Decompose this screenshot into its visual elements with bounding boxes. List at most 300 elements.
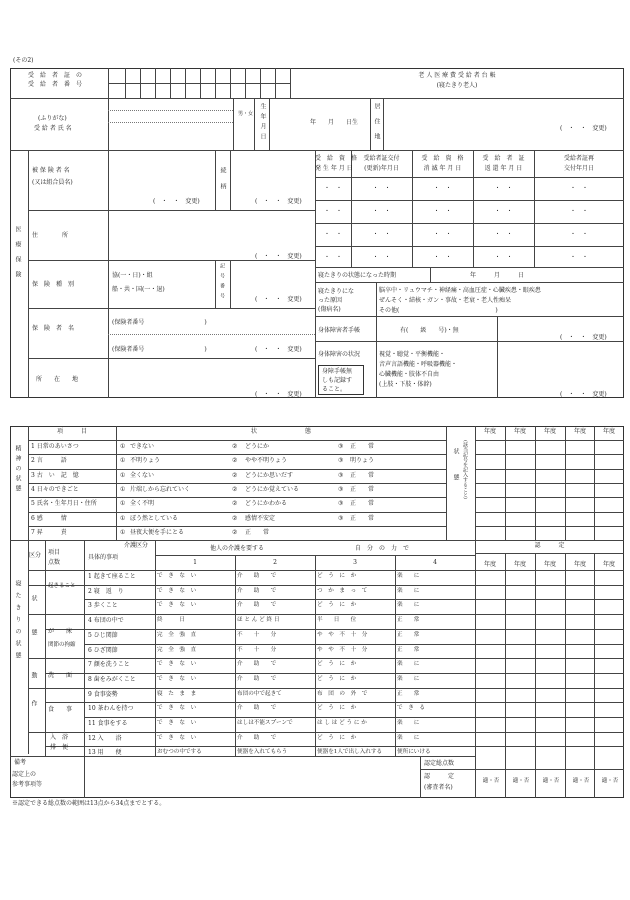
date-entry: ・ ・ bbox=[569, 185, 588, 192]
level-text: 楽 に bbox=[397, 602, 420, 609]
cause-label: 寝たきりにな bbox=[318, 288, 355, 295]
date-entry: ・ ・ bbox=[372, 185, 391, 192]
code-label: 記 bbox=[219, 263, 225, 268]
birth-label: 日 bbox=[259, 133, 266, 139]
furigana-label: (ふりがな) bbox=[38, 115, 67, 122]
rule-line bbox=[155, 540, 156, 756]
location-label: 所 在 地 bbox=[36, 376, 79, 383]
level-text: で き な い bbox=[157, 675, 197, 682]
disability-note: 身障手帳無 bbox=[322, 368, 353, 375]
date-entry: ・ ・ bbox=[569, 231, 588, 238]
rule-line bbox=[28, 483, 446, 484]
level-text: で き な い bbox=[157, 573, 197, 579]
date-entry: ・ ・ bbox=[433, 231, 452, 238]
needs-help-label: 他人の介護を要する bbox=[210, 545, 265, 552]
task-item: 9 食事姿勢 bbox=[88, 690, 118, 698]
year-label: 年度 bbox=[483, 428, 496, 435]
option-text: 不明りょう bbox=[130, 457, 161, 465]
task-item: 10 茶わんを持つ bbox=[88, 705, 134, 713]
level-text: ど う に か bbox=[317, 602, 357, 609]
task-item: 8 歯をみがくこと bbox=[88, 675, 136, 683]
rule-line bbox=[269, 98, 270, 150]
rule-line bbox=[475, 512, 624, 513]
level-text: 布 団 の 外 で bbox=[317, 690, 368, 697]
rule-line bbox=[28, 570, 624, 571]
rule-line bbox=[84, 540, 85, 756]
bedridden-since-label: 寝たきりの状態になった時期 bbox=[318, 272, 397, 279]
address-label: 住 bbox=[373, 118, 380, 124]
date-col-header: 発 生 年 月 日 bbox=[315, 165, 353, 172]
rule-line bbox=[10, 98, 624, 99]
option-text: 正 常 bbox=[350, 471, 375, 479]
rule-line bbox=[383, 98, 384, 150]
address-field-label: 住 所 bbox=[32, 232, 69, 239]
birth-label: 月 bbox=[259, 123, 266, 129]
option-mark: ② bbox=[232, 500, 238, 508]
rule-line bbox=[28, 308, 315, 309]
tensu-label: 点数 bbox=[48, 559, 61, 566]
date-entry: ・ ・ bbox=[323, 231, 342, 238]
rule-line bbox=[45, 629, 624, 630]
type-option: 船・共・国(一・退) bbox=[112, 286, 165, 293]
rule-line bbox=[315, 200, 624, 201]
mental-item: 1 日常のあいさつ bbox=[31, 443, 79, 450]
col-num: 2 bbox=[273, 559, 277, 566]
disability-text: 心臓機能・肢体不自由 bbox=[379, 371, 440, 378]
sex-label: 男・女 bbox=[238, 111, 254, 117]
level-text: はしは不能スプーンで bbox=[237, 720, 293, 726]
change-note: ( ・ ・ 変更) bbox=[255, 391, 302, 398]
task-item: 3 歩くこと bbox=[88, 602, 118, 610]
option-text: できない bbox=[130, 443, 155, 450]
level-text: おむつの中でする bbox=[157, 749, 202, 756]
date-col-header: 消 滅 年 月 日 bbox=[423, 165, 462, 172]
rule-line bbox=[108, 122, 233, 123]
remarks-label: 参考事項等 bbox=[12, 781, 43, 788]
rule-line bbox=[254, 98, 255, 150]
date-entry: ・ ・ bbox=[569, 254, 588, 261]
group-label: 食 事 bbox=[48, 706, 73, 713]
rule-line bbox=[475, 497, 624, 498]
action-col-label: 動作 bbox=[30, 672, 37, 728]
level-text: 介 助 で bbox=[237, 675, 277, 682]
group-label: 起きること bbox=[48, 583, 76, 589]
level-text: 楽 に bbox=[397, 661, 420, 668]
total-label: 認定総点数 bbox=[424, 760, 455, 767]
insured-label: (又は組合員名) bbox=[32, 179, 73, 186]
level-text: 正 常 bbox=[397, 631, 420, 638]
relation-label: 続 bbox=[219, 167, 226, 173]
year-label: 年度 bbox=[602, 561, 615, 568]
col-num: 4 bbox=[433, 559, 437, 566]
rule-line bbox=[420, 769, 624, 770]
level-text: 楽 に bbox=[397, 573, 420, 579]
birth-label: 生 bbox=[259, 103, 266, 109]
date-entry: ・ ・ bbox=[323, 208, 342, 215]
rule-line bbox=[45, 540, 46, 756]
rule-line bbox=[475, 454, 624, 455]
change-note: ( ・ ・ 変更) bbox=[255, 296, 302, 303]
level-text: 楽 に bbox=[397, 675, 420, 682]
option-mark: ① bbox=[120, 528, 126, 536]
disability-note: しも記録す bbox=[322, 377, 353, 384]
date-entry: ・ ・ bbox=[433, 208, 452, 215]
option-text: どうにか覚えている bbox=[245, 485, 300, 493]
date-entry: ・ ・ bbox=[494, 185, 513, 192]
mental-item: 2 言 語 bbox=[31, 457, 67, 465]
bedridden-side-label: 寝たきりの状態 bbox=[14, 580, 21, 664]
level-text: 便器を入れてもらう bbox=[237, 749, 288, 756]
rule-line bbox=[446, 426, 447, 540]
cert-label: (審査者名) bbox=[424, 784, 453, 791]
option-text: どうにか思いだす bbox=[245, 471, 294, 479]
level-text: 正 常 bbox=[397, 617, 420, 624]
cause-text: ぜんそく・結核・ガン・事故・老衰・老人性痴呆 bbox=[379, 297, 512, 304]
mental-status-side: 状態 bbox=[452, 448, 459, 500]
option-mark: ② bbox=[232, 514, 238, 522]
rule-line bbox=[28, 688, 624, 689]
option-mark: ③ bbox=[338, 500, 344, 508]
level-text: ど う に か bbox=[317, 705, 357, 712]
recipient-no-label: 受 給 者 証 の bbox=[28, 72, 83, 79]
group-label: が 床 bbox=[48, 628, 73, 635]
koumoku-label: 項目 bbox=[48, 549, 61, 556]
rule-line bbox=[10, 540, 624, 541]
option-text: 正 常 bbox=[350, 443, 375, 450]
option-mark: ③ bbox=[338, 514, 344, 522]
register-title: 老 人 医 療 費 受 給 者 台 帳 bbox=[418, 72, 496, 79]
rule-line bbox=[108, 98, 109, 150]
insurance-type-label: 保 険 種 別 bbox=[32, 281, 75, 288]
rule-line bbox=[475, 469, 624, 470]
insurer-label: 保 険 者 名 bbox=[32, 325, 75, 332]
option-text: どうにかわかる bbox=[245, 500, 288, 508]
mental-status-header: 状 態 bbox=[250, 428, 311, 435]
date-col-header: 受給者証再 bbox=[563, 155, 594, 162]
col-num: 3 bbox=[353, 559, 357, 566]
cert-label: 認 定 bbox=[424, 773, 455, 780]
level-text: で き な い bbox=[157, 734, 197, 741]
cause-text: その他( ) bbox=[379, 307, 498, 314]
date-col-header: 受 給 資 格 bbox=[421, 155, 464, 162]
disability-text: 音声言語機能・呼吸器機能・ bbox=[379, 361, 458, 368]
level-text: ど う に か bbox=[317, 573, 357, 579]
date-entry: ・ ・ bbox=[372, 231, 391, 238]
rule-line bbox=[28, 454, 446, 455]
task-item: 4 布団の中で bbox=[88, 617, 124, 625]
year-label: 年度 bbox=[573, 561, 586, 568]
rule-line bbox=[315, 223, 624, 224]
level-text: 楽 に bbox=[397, 587, 420, 594]
birth-label: 年 bbox=[259, 113, 266, 119]
year-label: 年度 bbox=[573, 428, 586, 435]
year-label: 年度 bbox=[483, 561, 496, 568]
option-text: 正 常 bbox=[350, 485, 375, 493]
group-label: 排 便 bbox=[50, 744, 69, 751]
cause-text: 脳卒中・リュウマチ・神経痛・高血圧症・心臓疾患・眼疾患 bbox=[379, 287, 541, 294]
rule-line bbox=[28, 469, 446, 470]
rule-line bbox=[594, 553, 595, 798]
option-text: 正 常 bbox=[245, 528, 270, 536]
level-text: 楽 に bbox=[397, 720, 420, 726]
date-entry: ・ ・ bbox=[372, 254, 391, 261]
option-mark: ② bbox=[232, 485, 238, 493]
year-label: 年度 bbox=[543, 428, 556, 435]
rule-line bbox=[108, 110, 233, 111]
birth-value: 年 月 日生 bbox=[310, 119, 359, 126]
level-text: で き な い bbox=[157, 720, 197, 726]
level-text: 半 日 位 bbox=[317, 617, 357, 624]
bottom-form-frame bbox=[10, 426, 624, 798]
rule-line bbox=[108, 83, 290, 84]
disability-card-value: 有( 級 号)・無 bbox=[400, 327, 459, 334]
rule-line bbox=[315, 267, 624, 268]
rule-line bbox=[84, 756, 85, 798]
rule-line bbox=[45, 702, 624, 703]
option-mark: ① bbox=[120, 485, 126, 493]
rule-line bbox=[475, 483, 624, 484]
disability-status-label: 身体障害の状況 bbox=[318, 351, 361, 358]
level-text: 介 助 で bbox=[237, 587, 277, 594]
rule-line bbox=[315, 316, 624, 317]
rule-line bbox=[84, 599, 624, 600]
level-text: 不 十 分 bbox=[237, 646, 277, 653]
option-mark: ② bbox=[232, 471, 238, 479]
date-col-header: 受給者証交付 bbox=[363, 155, 400, 162]
option-text: ぼう然としている bbox=[130, 514, 179, 522]
rule-line bbox=[108, 150, 109, 398]
level-text: 正 常 bbox=[397, 646, 420, 653]
cert-value: 適・否 bbox=[482, 778, 500, 784]
rule-line bbox=[84, 644, 624, 645]
rule-line bbox=[376, 341, 377, 398]
option-mark: ③ bbox=[338, 471, 344, 479]
mental-item: 6 感 情 bbox=[31, 514, 67, 522]
level-text: や や 不 十 分 bbox=[317, 646, 368, 653]
date-entry: ・ ・ bbox=[494, 254, 513, 261]
code-label: 号 bbox=[219, 273, 225, 278]
rule-line bbox=[28, 210, 315, 211]
cert-value: 適・否 bbox=[601, 778, 619, 784]
relation-label: 柄 bbox=[219, 183, 226, 189]
insurer-no: (保険者番号 ) bbox=[112, 346, 207, 353]
gutai-label: 具体的事項 bbox=[88, 554, 119, 561]
task-item: 12 入 浴 bbox=[88, 734, 122, 742]
rule-line bbox=[565, 553, 566, 798]
rule-line bbox=[505, 553, 506, 798]
date-col-header: 受 給 者 証 bbox=[482, 155, 525, 162]
rule-line bbox=[315, 177, 624, 178]
level-text: 介 助 で bbox=[237, 602, 277, 609]
year-label: 年度 bbox=[602, 428, 615, 435]
task-item: 6 ひざ関節 bbox=[88, 646, 118, 654]
option-mark: ② bbox=[232, 528, 238, 536]
option-text: 正 常 bbox=[350, 500, 375, 508]
change-note: ( ・ ・ 変更) bbox=[153, 198, 200, 205]
recipient-no-label: 受 給 者 番 号 bbox=[28, 81, 83, 88]
date-col-header: 受 給 資 格 bbox=[315, 155, 358, 162]
level-text: で き な い bbox=[157, 661, 197, 668]
level-text: で き る bbox=[397, 705, 425, 712]
insured-label: 被 保 険 者 名 bbox=[32, 167, 70, 174]
rule-line bbox=[475, 553, 624, 554]
date-entry: ・ ・ bbox=[323, 185, 342, 192]
page-label: (その2) bbox=[13, 57, 34, 64]
task-item: 13 用 便 bbox=[88, 749, 122, 757]
cert-value: 適・否 bbox=[512, 778, 530, 784]
option-mark: ② bbox=[232, 443, 238, 450]
rule-line bbox=[376, 282, 377, 316]
date-col-header: (更新)年月日 bbox=[364, 165, 399, 172]
rule-line bbox=[28, 426, 29, 754]
task-item: 7 顔を洗うこと bbox=[88, 661, 130, 669]
rule-line bbox=[45, 673, 624, 674]
rule-line bbox=[28, 150, 29, 398]
cert-value: 適・否 bbox=[542, 778, 560, 784]
rule-line bbox=[28, 732, 624, 733]
option-mark: ③ bbox=[338, 485, 344, 493]
option-text: 正 常 bbox=[350, 514, 375, 522]
rule-line bbox=[475, 440, 624, 441]
date-entry: ・ ・ bbox=[494, 208, 513, 215]
insurer-no: (保険者番号 ) bbox=[112, 319, 207, 326]
task-item: 11 食事をする bbox=[88, 720, 128, 727]
date-entry: ・ ・ bbox=[433, 254, 452, 261]
rule-line bbox=[535, 553, 536, 798]
date-entry: ・ ・ bbox=[494, 231, 513, 238]
date-entry: ・ ・ bbox=[372, 208, 391, 215]
rule-line bbox=[28, 497, 446, 498]
year-label: 年度 bbox=[513, 428, 526, 435]
option-mark: ① bbox=[120, 514, 126, 522]
rule-line bbox=[10, 150, 624, 151]
option-text: 昼夜大便を手にとる bbox=[130, 528, 185, 536]
rule-line bbox=[84, 717, 624, 718]
kubun-label: 区分 bbox=[29, 552, 42, 559]
cause-label: (傷病名) bbox=[318, 306, 341, 313]
name-label: 受 給 者 氏 名 bbox=[34, 125, 72, 132]
rule-line bbox=[28, 512, 446, 513]
option-text: やや不明りょう bbox=[245, 457, 288, 465]
group-label: 入 浴 bbox=[50, 734, 69, 741]
level-text: 介 助 で bbox=[237, 661, 277, 668]
level-text: 介 助 で bbox=[237, 573, 277, 579]
level-text: 完 全 強 直 bbox=[157, 631, 197, 638]
bedridden-since-value: 年 月 日 bbox=[470, 272, 525, 279]
date-col-header: 返 還 年 月 日 bbox=[484, 165, 523, 172]
rule-line bbox=[315, 341, 624, 342]
col-num: 1 bbox=[193, 559, 197, 566]
level-text: ど う に か bbox=[317, 675, 357, 682]
rule-line bbox=[215, 150, 216, 210]
remarks-label: 認定上の bbox=[12, 771, 37, 778]
option-mark: ① bbox=[120, 457, 126, 465]
insurance-side-label: 医療保険 bbox=[14, 226, 21, 286]
rule-line bbox=[370, 98, 371, 150]
level-text: 完 全 強 直 bbox=[157, 646, 197, 653]
date-entry: ・ ・ bbox=[569, 208, 588, 215]
level-text: は し は ど う に か bbox=[317, 720, 367, 726]
rule-line bbox=[28, 585, 624, 586]
year-label: 年度 bbox=[543, 561, 556, 568]
rule-line bbox=[108, 334, 315, 335]
group-label: 洗 面 bbox=[48, 672, 73, 679]
self-power-label: 自 分 の 力 で bbox=[355, 545, 410, 552]
mental-side-label: 精神の状態 bbox=[14, 445, 21, 495]
level-text: 介 助 で bbox=[237, 734, 277, 741]
level-text: で き な い bbox=[157, 705, 197, 712]
change-note: ( ・ ・ 変更) bbox=[255, 346, 302, 353]
level-text: 正 常 bbox=[397, 690, 420, 697]
rule-line bbox=[315, 246, 624, 247]
change-note: ( ・ ・ 変更) bbox=[255, 198, 302, 205]
task-item: 5 ひじ関節 bbox=[88, 631, 118, 639]
option-mark: ① bbox=[120, 500, 126, 508]
level-text: 布団の中で起きて bbox=[237, 690, 282, 697]
option-mark: ③ bbox=[338, 457, 344, 465]
task-item: 2 寝 返 り bbox=[88, 587, 124, 595]
rule-line bbox=[233, 98, 234, 150]
level-text: 終 日 bbox=[157, 617, 185, 624]
level-text: ど う に か bbox=[317, 734, 357, 741]
level-text: 楽 に bbox=[397, 734, 420, 741]
option-text: 全く不明 bbox=[130, 500, 155, 508]
rule-line bbox=[230, 150, 231, 210]
level-text: 便所にいける bbox=[397, 749, 431, 756]
rule-line bbox=[430, 267, 431, 282]
rule-line bbox=[215, 260, 216, 308]
level-text: 寝 た ま ま bbox=[157, 690, 197, 697]
rule-line bbox=[28, 614, 624, 615]
mental-item: 7 昇 責 bbox=[31, 528, 67, 536]
rule-line bbox=[315, 282, 624, 283]
state-col-label: 状態 bbox=[30, 595, 37, 663]
change-note: ( ・ ・ 変更) bbox=[560, 334, 607, 341]
year-label: 年度 bbox=[513, 561, 526, 568]
rule-line bbox=[10, 756, 475, 757]
remarks-label: 備考 bbox=[13, 759, 26, 766]
option-mark: ① bbox=[120, 443, 126, 450]
address-label: 居 bbox=[373, 103, 380, 109]
level-text: つ か ま っ て bbox=[317, 587, 368, 594]
rule-line bbox=[28, 526, 446, 527]
level-text: や や 不 十 分 bbox=[317, 631, 368, 638]
option-text: 明りょう bbox=[350, 457, 375, 465]
level-text: ど う に か bbox=[317, 661, 357, 668]
date-entry: ・ ・ bbox=[323, 254, 342, 261]
level-text: 便器を1人で出し入れする bbox=[317, 749, 383, 756]
cert-value: 適・否 bbox=[572, 778, 590, 784]
level-text: ほ と ん ど 終 日 bbox=[237, 617, 280, 624]
option-text: 片端しから忘れていく bbox=[130, 485, 191, 493]
date-col-header: 交付年月日 bbox=[563, 165, 594, 172]
rule-line bbox=[28, 440, 446, 441]
rule-line bbox=[28, 358, 315, 359]
mental-item: 5 氏名・生年月日・住所 bbox=[31, 500, 97, 508]
option-text: 感情不安定 bbox=[245, 514, 276, 522]
rule-line bbox=[45, 746, 624, 747]
rule-line bbox=[376, 316, 377, 341]
mental-item-header: 項 目 bbox=[56, 428, 87, 435]
mental-item: 3 古 い 記 憶 bbox=[31, 471, 79, 479]
rule-line bbox=[420, 756, 421, 798]
rule-line bbox=[230, 260, 231, 308]
change-note: ( ・ ・ 変更) bbox=[255, 253, 302, 260]
option-text: 全くない bbox=[130, 471, 155, 479]
register-subtitle: (寝たきり老人) bbox=[436, 82, 478, 89]
task-item: 1 起きて座ること bbox=[88, 573, 136, 580]
rule-line bbox=[475, 540, 476, 798]
